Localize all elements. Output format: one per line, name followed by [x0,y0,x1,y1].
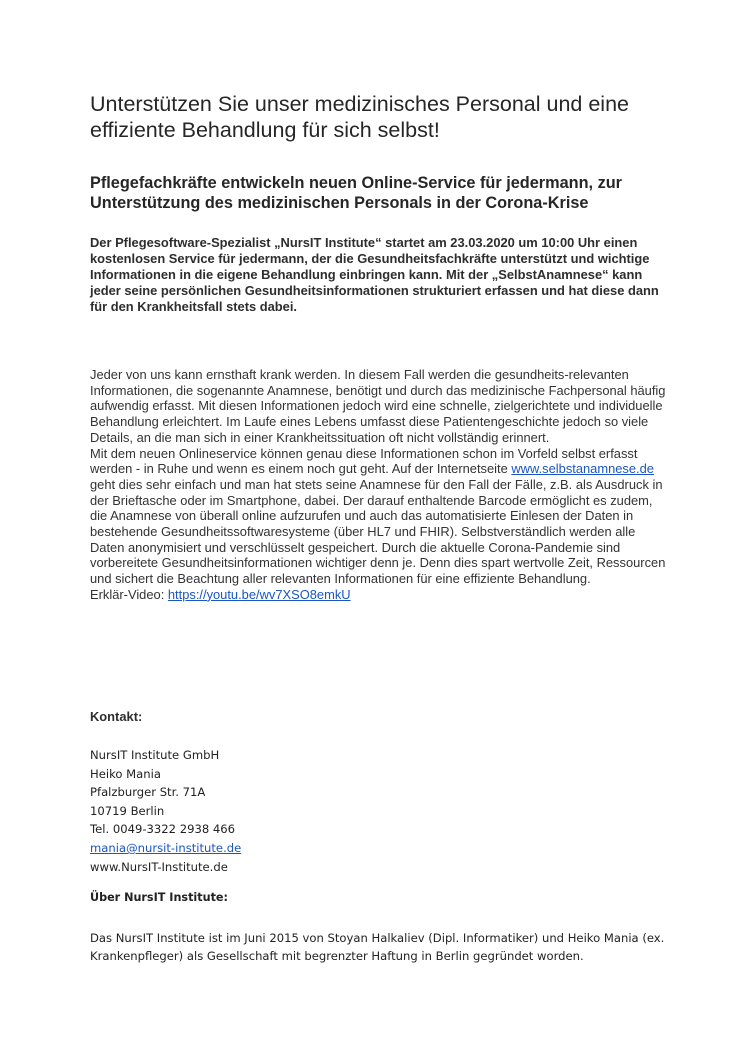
body-text [90,367,670,603]
contact-email-link[interactable]: mania@nursit-institute.de [90,840,242,855]
body-paragraph-2 [90,446,670,587]
page-subtitle: Pflegefachkräfte entwickeln neuen Online-Service für jedermann, zur Unterstützung des medizinischen Personals in der Corona-Krise [90,174,623,212]
contact-city: 10719 Berlin [90,803,165,818]
about-text: Das NursIT Institute ist im Juni 2015 von Stoyan Halkaliev (Dipl. Informatiker) und Heiko Mania (ex. Krankenpfleger) als Gesellschaft mit begrenzter Haftung in Berlin gegründet worden. [90,931,665,964]
page-title: Unterstützen Sie unser medizinisches Personal und eine effiziente Behandlung für sich selbst! [90,92,629,142]
website-link[interactable]: www.selbstanamnese.de [511,461,654,477]
contact-phone: Tel. 0049-3322 2938 466 [90,822,236,837]
video-label: Erklär-Video: [90,586,165,602]
contact-street: Pfalzburger Str. 71A [90,785,206,800]
video-link[interactable]: https://youtu.be/wv7XSO8emkU [167,586,351,602]
body-paragraph-2-intro: Mit dem neuen Onlineservice können genau diese Informationen schon im Vorfeld selbst erfasst werden - in Ruhe und wenn es einem noch gut geht. Auf der Internetseite [90,445,638,477]
video-line [90,587,670,603]
body-paragraph-2-rest: geht dies sehr einfach und man hat stets seine Anamnese für den Fall der Fälle, z.B. als Ausdruck in der Brieftasche oder im Smartphone, dabei. Der darauf enthaltende Barcode ermöglicht es zudem, die Anamnese von überall online aufzurufen und auch das automatisierte Einlesen der Daten in bestehende Gesundheitssoftwaresysteme (über HL7 und FHIR). Selbstverständlich werden alle Daten anonymisiert und verschlüsselt gespeichert. Durch die aktuelle Corona-Pandemie sind vorbereitete Gesundheitsinformationen wichtiger denn je. Denn dies spart wertvolle Zeit, Ressourcen und sichert die Beachtung aller relevanten Informationen für eine effiziente Behandlung. [90,476,666,587]
about-heading: Über NursIT Institute: [90,891,228,904]
contact-company: NursIT Institute GmbH [90,748,220,762]
contact-person: Heiko Mania [90,766,161,781]
body-paragraph-1: Jeder von uns kann ernsthaft krank werden. In diesem Fall werden die gesundheits-relevanten Informationen, die sogenannte Anamnese, benötigt und durch das medizinische Fachpersonal häufig aufwendig erfasst. Mit diesen Informationen jedoch wird eine schnelle, zielgerichtete und individuelle Behandlung erleichtert. Im Laufe eines Lebens umfasst diese Patientengeschichte jedoch so viele Details, an die man sich in einer Krankheitssituation oft nicht vollständig erinnert. [90,367,666,445]
contact-block [90,746,490,876]
contact-web: www.NursIT-Institute.de [90,859,228,874]
contact-heading: Kontakt: [90,709,143,724]
lead-paragraph: Der Pflegesoftware-Spezialist „NursIT Institute“ startet am 23.03.2020 um 10:00 Uhr einen kostenlosen Service für jedermann, der die Gesundheitsfachkräfte unterstützt und wichtige Informationen in die eigene Behandlung einbringen kann. Mit der „SelbstAnamnese“ kann jeder seine persönlichen Gesundheitsinformationen strukturiert erfassen und hat diese dann für den Krankheitsfall stets dabei. [90,235,659,314]
